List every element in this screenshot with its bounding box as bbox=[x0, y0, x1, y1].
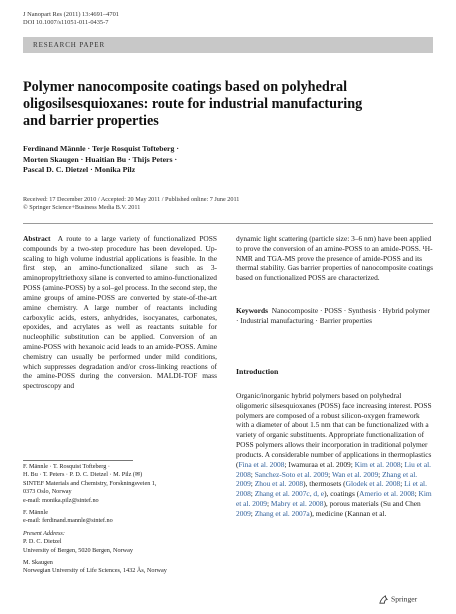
abstract-continuation-text: dynamic light scattering (particle size: 3–6 nm) have been applied to prove the conversion of an amine-POSS to an amide-POSS. ¹H-NMR and TGA-MS prove the presence of amide-POSS and its thermal stability. Gas barrier properties of nanocomposite coatings based on functionalized POSS are characterized. bbox=[236, 234, 433, 283]
intro-text: ; bbox=[250, 489, 255, 499]
abstract-paragraph bbox=[23, 234, 217, 391]
intro-text: ; bbox=[378, 469, 383, 479]
introduction-heading: Introduction bbox=[236, 367, 279, 376]
introduction-body bbox=[236, 391, 434, 519]
keywords-paragraph bbox=[236, 306, 434, 326]
author-affiliations bbox=[23, 463, 223, 576]
received-line: Received: 17 December 2010 / Accepted: 20 May 2011 / Published online: 7 June 2011 bbox=[23, 196, 240, 203]
intro-text: ; bbox=[400, 479, 405, 489]
affiliation-block bbox=[23, 559, 223, 576]
intro-text: ; bbox=[250, 508, 255, 518]
citation-link[interactable]: Zhang et al. 2007a bbox=[254, 508, 310, 518]
publisher-mark bbox=[378, 594, 417, 605]
title-line: oligosilsesquioxanes: route for industrial manufacturing bbox=[23, 96, 363, 112]
affiliation-line: H. Bu · T. Peters · P. D. C. Dietzel · M. Pilz (✉) bbox=[23, 471, 143, 479]
intro-text: ), thermosets ( bbox=[303, 479, 346, 489]
author-line: Pascal D. C. Dietzel · Monika Pilz bbox=[23, 165, 136, 175]
citation-link[interactable]: Sanchez-Soto et al. 2009 bbox=[254, 469, 329, 479]
citation-link[interactable]: Kim et al. 2008 bbox=[354, 459, 401, 469]
citation-link[interactable]: Zhou et al. 2008 bbox=[254, 479, 304, 489]
title-line: Polymer nanocomposite coatings based on polyhedral bbox=[23, 79, 348, 95]
journal-citation: J Nanopart Res (2011) 13:4691–4701 bbox=[23, 11, 119, 18]
affiliation-block bbox=[23, 530, 223, 555]
citation-link[interactable]: 2009 bbox=[236, 508, 251, 518]
author-line: Ferdinand Männle · Terje Rosquist Tofteberg · bbox=[23, 144, 179, 153]
footnote-divider bbox=[23, 460, 133, 461]
keywords-text: Nanocomposite · POSS · Synthesis · Hybrid polymer · Industrial manufacturing · Barrier properties bbox=[236, 306, 431, 325]
header-divider bbox=[23, 223, 433, 224]
citation-link[interactable]: Glodek et al. 2008 bbox=[345, 479, 401, 489]
citation-link[interactable]: Liu et al. 2008 bbox=[236, 459, 432, 479]
affiliation-line: 0373 Oslo, Norway bbox=[23, 488, 72, 496]
affiliation-line: F. Männle · T. Rosquist Tofteberg · bbox=[23, 463, 110, 470]
intro-text: ; bbox=[414, 489, 419, 499]
author-line: Morten Skaugen · Huaitian Bu · Thijs Peters · bbox=[23, 154, 178, 164]
author-list bbox=[23, 144, 343, 176]
citation-link[interactable]: Zhang et al. 2007c, d, e bbox=[254, 489, 325, 499]
introduction-paragraph bbox=[236, 391, 434, 519]
citation-link[interactable]: Fina et al. 2008 bbox=[238, 459, 285, 469]
affiliation-line: Norwegian University of Life Sciences, 1432 Ås, Norway bbox=[23, 567, 167, 575]
citation-link[interactable]: Wan et al. 2009 bbox=[331, 469, 379, 479]
intro-text: ), porous materials (Su and Chen bbox=[323, 498, 421, 508]
affiliation-block bbox=[23, 509, 223, 526]
publication-dates bbox=[23, 196, 433, 212]
affiliation-block bbox=[23, 463, 223, 505]
intro-text: ; Iwamuraa et al. 2009; bbox=[284, 459, 355, 469]
affiliation-line: P. D. C. Dietzel bbox=[23, 538, 62, 546]
abstract-text: A route to a large variety of functionalized POSS compounds by a two-step procedure has been developed. Up-scaling to high volume industrial applications is feasible. In the first step, an amino-functionalized silane such as 3-aminopropyltriethoxy silane is converted to amino-functionalized POSS (amine-POSS) by a sol–gel process. In the second step, the amine groups of amine-POSS are converted by state-of-the-art amine chemistry. A large number of reactants including carboxylic acids, esters, anhydrides, isocyanates, carbonates, epoxides, and acrylates as well as reactants suitable for nucleophilic substitution can be applied. Conversion of an amine-POSS with hexanoic acid leads to an amide-POSS. Amine chemistry can usually be performed under mild conditions, which suppresses degradation and/or cross-linking reactions of the amine-POSS during the conversion. MALDI-TOF mass spectroscopy and bbox=[23, 234, 217, 391]
affiliation-heading: Present Address: bbox=[23, 529, 65, 537]
title-line: and barrier properties bbox=[23, 113, 159, 129]
intro-text: Organic/inorganic hybrid polymers based on polyhedral oligomeric silsesquioxanes (POSS) face increasing interest. POSS polymers are composed of a robust silicon-oxygen framework with a diameter of about 1.5 nm that can be functionalized with a variety of organic substituents. Appropriate functionalization of POSS polymers allows their incorporation in traditional polymer products. A considerable number of applications in thermoplastics ( bbox=[236, 391, 432, 469]
abstract-column bbox=[23, 234, 217, 391]
email-line[interactable]: e-mail: ferdinand.mannle@sintef.no bbox=[23, 517, 113, 525]
journal-reference bbox=[23, 11, 119, 27]
affiliation-line: University of Bergen, 5020 Bergen, Norway bbox=[23, 546, 133, 554]
abstract-continuation bbox=[236, 234, 434, 283]
citation-link[interactable]: Kim et al. 2009 bbox=[236, 489, 432, 508]
intro-text: ; bbox=[328, 469, 332, 479]
doi-line: DOI 10.1007/s11051-011-0435-7 bbox=[23, 19, 109, 27]
paper-title bbox=[23, 79, 423, 130]
copyright-line: © Springer Science+Business Media B.V. 2011 bbox=[23, 204, 141, 212]
intro-text: ; bbox=[267, 498, 271, 508]
intro-text: ; bbox=[400, 459, 405, 469]
springer-horse-icon bbox=[378, 594, 389, 605]
citation-link[interactable]: Mabry et al. 2008 bbox=[270, 498, 324, 508]
affiliation-line: M. Skaugen bbox=[23, 559, 53, 567]
citation-link[interactable]: Zhang et al. 2009 bbox=[236, 469, 418, 489]
publisher-name: Springer bbox=[391, 594, 418, 604]
affiliation-line: SINTEF Materials and Chemistry, Forskningsveien 1, bbox=[23, 479, 157, 487]
keywords bbox=[236, 306, 434, 326]
section-banner bbox=[23, 37, 433, 53]
email-line[interactable]: e-mail: monika.pilz@sintef.no bbox=[23, 496, 99, 504]
intro-text: ), medicine (Kannan et al. bbox=[309, 508, 387, 518]
citation-link[interactable]: Amerio et al. 2008 bbox=[359, 489, 415, 499]
intro-text: ; bbox=[250, 469, 255, 479]
affiliation-line: F. Männle bbox=[23, 509, 48, 517]
citation-link[interactable]: Li et al. 2008 bbox=[236, 479, 427, 499]
intro-text: ), coatings ( bbox=[324, 489, 360, 499]
intro-text: ; bbox=[250, 479, 255, 489]
keywords-label: Keywords bbox=[236, 306, 269, 315]
section-label: RESEARCH PAPER bbox=[33, 41, 106, 49]
abstract-label: Abstract bbox=[23, 234, 51, 243]
